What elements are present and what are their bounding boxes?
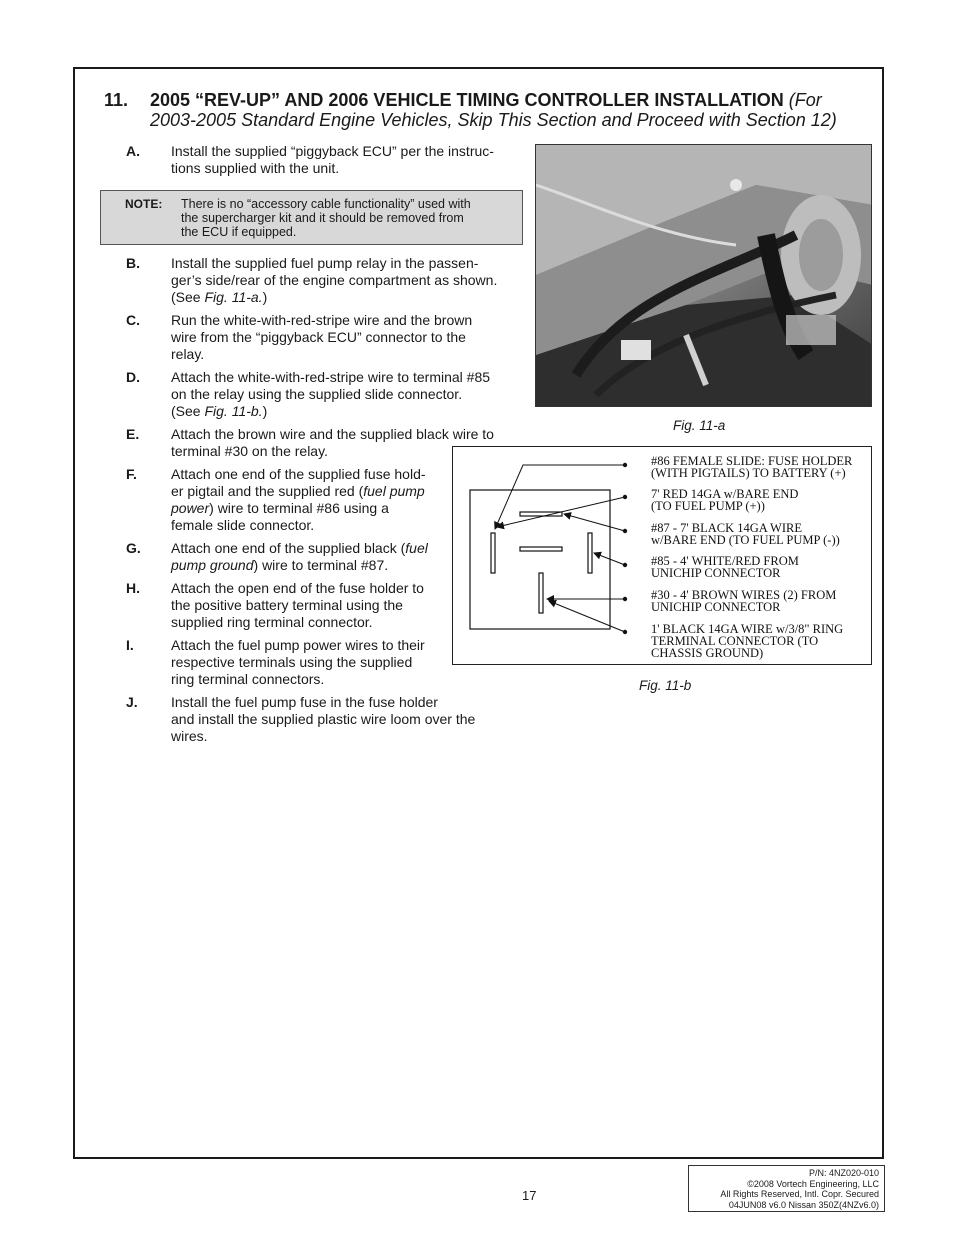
step-text: respective terminals using the supplied	[171, 654, 413, 670]
step-text: Attach the white-with-red-stripe wire to terminal #85	[171, 369, 491, 385]
step-text: the positive battery terminal using the	[171, 597, 403, 613]
part-number: P/N: 4NZ020-010	[808, 1168, 879, 1178]
section-subtitle-2: 2003-2005 Standard Engine Vehicles, Skip This Section and Proceed with Section 12)	[150, 110, 837, 130]
terminal-86	[491, 533, 495, 573]
note-box	[100, 190, 523, 245]
diagram-label-86: #86 FEMALE SLIDE: FUSE HOLDER (WITH PIGTAILS) TO BATTERY (+)	[651, 454, 853, 480]
step-text: er pigtail and the supplied red (fuel pump	[171, 483, 425, 499]
step-text: female slide connector.	[171, 517, 315, 533]
version-info: 04JUN08 v6.0 Nissan 350Z(4NZv6.0)	[728, 1199, 879, 1210]
step-text: Install the supplied “piggyback ECU” per the instruc-	[171, 143, 494, 159]
section-heading	[104, 90, 884, 130]
step-text: and install the supplied plastic wire loom over the	[171, 711, 476, 727]
step-text: Install the supplied fuel pump relay in the passen-	[171, 255, 479, 271]
step-text: Install the fuel pump fuse in the fuse holder	[171, 694, 438, 710]
step-text: relay.	[171, 346, 205, 362]
rights-notice: All Rights Reserved, Intl. Copr. Secured	[720, 1189, 879, 1199]
terminal-87	[520, 547, 562, 551]
step-text: Attach the brown wire and the supplied black wire to	[171, 426, 494, 442]
figure-caption: Fig. 11-a	[673, 418, 726, 433]
step-text: Attach the open end of the fuse holder to	[171, 580, 424, 596]
figure-caption: Fig. 11-b	[639, 678, 692, 693]
step-text: Attach the fuel pump power wires to their	[171, 637, 425, 653]
step-label: D.	[126, 369, 140, 385]
terminal-red	[520, 512, 562, 516]
terminal-30	[539, 573, 543, 613]
copyright: ©2008 Vortech Engineering, LLC	[747, 1178, 879, 1189]
diagram-label-30: #30 - 4' BROWN WIRES (2) FROM UNICHIP CONNECTOR	[651, 588, 837, 614]
step-text: tions supplied with the unit.	[171, 160, 340, 176]
relay-wiring-diagram	[452, 446, 872, 665]
step-text: (See Fig. 11-b.)	[171, 403, 268, 419]
note-label: NOTE:	[125, 197, 163, 211]
note-text: the supercharger kit and it should be removed from	[181, 211, 464, 225]
section-number: 11.	[104, 90, 129, 110]
note-text: the ECU if equipped.	[181, 225, 297, 239]
section-title: 2005 “REV-UP” AND 2006 VEHICLE TIMING CONTROLLER INSTALLATION	[150, 90, 784, 110]
figure-reference: Fig. 11-a.	[204, 289, 263, 305]
step-label: A.	[126, 143, 140, 159]
engine-bay-photo-illustration	[536, 145, 872, 407]
document-info-box	[688, 1165, 885, 1212]
step-text: terminal #30 on the relay.	[171, 443, 328, 459]
diagram-label-red: 7' RED 14GA w/BARE END (TO FUEL PUMP (+))	[651, 487, 799, 513]
step-text: Attach one end of the supplied fuse hold-	[171, 466, 426, 482]
step-text: on the relay using the supplied slide connector.	[171, 386, 463, 402]
step-label: B.	[126, 255, 140, 271]
step-label: F.	[126, 466, 137, 482]
step-text: ger’s side/rear of the engine compartment as shown.	[171, 272, 498, 288]
step-label: J.	[126, 694, 138, 710]
step-text: pump ground) wire to terminal #87.	[171, 557, 389, 573]
diagram-label-85: #85 - 4' WHITE/RED FROM UNICHIP CONNECTOR	[651, 554, 799, 580]
diagram-label-ground: 1' BLACK 14GA WIRE w/3/8" RING TERMINAL CONNECTOR (TO CHASSIS GROUND)	[651, 622, 844, 660]
engine-bay-photo	[535, 144, 872, 407]
step-label: G.	[126, 540, 141, 556]
page-number: 17	[522, 1188, 537, 1203]
note-text: There is no “accessory cable functionality” used with	[181, 197, 471, 211]
step-text: power) wire to terminal #86 using a	[171, 500, 389, 516]
figure-reference: Fig. 11-b.	[204, 403, 263, 419]
terminal-85	[588, 533, 592, 573]
step-label: H.	[126, 580, 140, 596]
step-text: ring terminal connectors.	[171, 671, 325, 687]
section-subtitle-1: (For	[788, 90, 822, 110]
step-text: (See Fig. 11-a.)	[171, 289, 268, 305]
step-text: Attach one end of the supplied black (fuel	[171, 540, 428, 556]
step-label: E.	[126, 426, 140, 442]
step-label: C.	[126, 312, 140, 328]
diagram-label-87: #87 - 7' BLACK 14GA WIRE w/BARE END (TO FUEL PUMP (-))	[651, 521, 840, 547]
step-text: wires.	[171, 728, 208, 744]
step-text: Run the white-with-red-stripe wire and the brown	[171, 312, 473, 328]
step-label: I.	[126, 637, 134, 653]
step-text: wire from the “piggyback ECU” connector to the	[171, 329, 466, 345]
step-text: supplied ring terminal connector.	[171, 614, 373, 630]
